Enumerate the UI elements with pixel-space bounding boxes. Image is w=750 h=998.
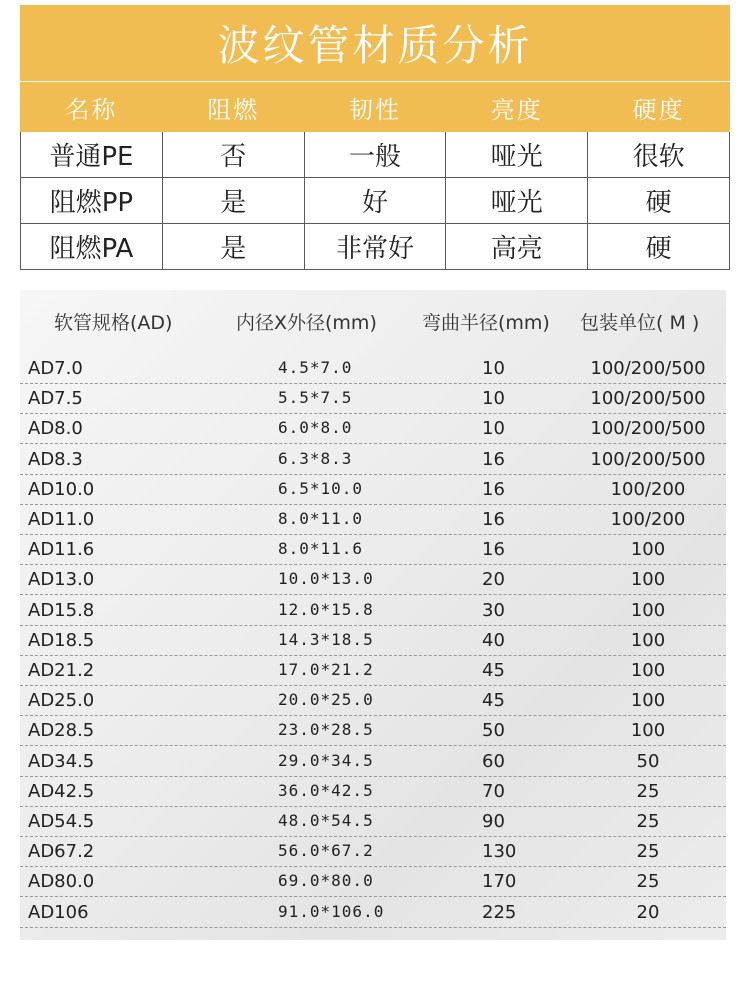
cell-spec: AD8.0 (28, 418, 83, 440)
spec-table (20, 290, 726, 940)
cell-package-unit: 100 (630, 599, 666, 621)
spec-row (20, 444, 726, 475)
cell-spec: AD54.5 (28, 811, 95, 832)
spec-row (20, 866, 726, 897)
spec-row (20, 595, 726, 626)
cell-diameter: 10.0*13.0 (278, 569, 374, 589)
spec-row (20, 836, 726, 867)
spec-row (20, 685, 726, 716)
cell-package-unit: 100 (630, 629, 666, 651)
cell-bend-radius: 170 (482, 871, 517, 893)
cell-spec: AD67.2 (28, 841, 95, 863)
spec-row (20, 776, 726, 807)
spec-row (20, 897, 726, 928)
material-row (21, 178, 730, 224)
cell-bend-radius: 16 (482, 539, 505, 561)
cell-spec: AD80.0 (28, 871, 95, 893)
cell-bend-radius: 45 (482, 690, 505, 712)
header-spec: 软管规格(AD) (54, 312, 173, 334)
cell-package-unit: 20 (636, 901, 660, 923)
spec-row (20, 715, 726, 746)
material-row (21, 224, 730, 270)
material-header-row (21, 83, 730, 132)
header-bend-radius: 弯曲半径(mm) (422, 312, 550, 334)
spec-row (20, 534, 726, 565)
cell-bend-radius: 70 (482, 780, 505, 802)
spec-row (20, 625, 726, 656)
cell-diameter: 6.0*8.0 (278, 418, 353, 438)
header-hardness: 硬度 (588, 83, 730, 132)
cell-flame-retardant: 是 (162, 178, 304, 224)
cell-spec: AD10.0 (28, 478, 95, 500)
cell-package-unit: 100 (630, 720, 666, 742)
cell-flame-retardant: 否 (162, 132, 304, 178)
cell-brightness: 哑光 (446, 132, 588, 178)
cell-diameter: 14.3*18.5 (278, 629, 374, 649)
cell-toughness: 非常好 (304, 224, 446, 270)
cell-bend-radius: 16 (482, 448, 505, 470)
cell-bend-radius: 225 (482, 901, 517, 923)
cell-spec: AD7.5 (28, 388, 83, 410)
cell-name: 普通PE (21, 132, 163, 178)
cell-diameter: 17.0*21.2 (278, 660, 374, 679)
cell-diameter: 29.0*34.5 (278, 750, 374, 770)
spec-row (20, 413, 726, 444)
cell-bend-radius: 20 (482, 569, 505, 591)
cell-package-unit: 100/200 (610, 509, 686, 530)
cell-name: 阻燃PA (21, 224, 163, 270)
cell-toughness: 一般 (304, 132, 446, 178)
spec-header-row (20, 290, 726, 350)
spec-row (20, 383, 726, 414)
spec-row (20, 655, 726, 686)
cell-bend-radius: 16 (482, 509, 505, 530)
cell-diameter: 48.0*54.5 (278, 811, 374, 830)
cell-spec: AD11.0 (28, 509, 95, 530)
cell-package-unit: 100/200/500 (590, 358, 706, 379)
cell-hardness: 硬 (588, 224, 730, 270)
cell-package-unit: 25 (636, 780, 660, 802)
cell-diameter: 12.0*15.8 (278, 599, 374, 619)
cell-diameter: 8.0*11.0 (278, 509, 364, 528)
cell-bend-radius: 40 (482, 629, 505, 651)
cell-spec: AD42.5 (28, 780, 95, 802)
cell-bend-radius: 130 (482, 841, 517, 863)
cell-diameter: 6.3*8.3 (278, 448, 353, 468)
cell-spec: AD15.8 (28, 599, 95, 621)
spec-row (20, 746, 726, 777)
header-toughness: 韧性 (304, 83, 446, 132)
cell-diameter: 36.0*42.5 (278, 780, 374, 800)
cell-bend-radius: 90 (482, 811, 505, 832)
cell-diameter: 20.0*25.0 (278, 690, 374, 710)
cell-bend-radius: 30 (482, 599, 505, 621)
cell-diameter: 6.5*10.0 (278, 478, 364, 498)
header-brightness: 亮度 (446, 83, 588, 132)
cell-spec: AD28.5 (28, 720, 95, 742)
cell-spec: AD34.5 (28, 750, 95, 772)
page-title: 波纹管材质分析 (20, 5, 730, 81)
cell-package-unit: 100 (630, 690, 666, 712)
cell-package-unit: 100 (630, 660, 666, 681)
cell-flame-retardant: 是 (162, 224, 304, 270)
header-flame-retardant: 阻燃 (162, 83, 304, 132)
header-package-unit: 包装单位( M ) (580, 312, 700, 334)
cell-package-unit: 100 (630, 569, 666, 591)
spec-row (20, 474, 726, 505)
cell-bend-radius: 45 (482, 660, 505, 681)
spec-row (20, 353, 726, 384)
cell-package-unit: 100 (630, 539, 666, 561)
cell-toughness: 好 (304, 178, 446, 224)
cell-spec: AD13.0 (28, 569, 95, 591)
cell-spec: AD25.0 (28, 690, 95, 712)
cell-package-unit: 25 (636, 871, 660, 893)
cell-spec: AD11.6 (28, 539, 95, 561)
cell-diameter: 69.0*80.0 (278, 871, 374, 891)
cell-name: 阻燃PP (21, 178, 163, 224)
cell-spec: AD8.3 (28, 448, 83, 470)
cell-diameter: 4.5*7.0 (278, 358, 353, 377)
cell-package-unit: 100/200 (610, 478, 686, 500)
spec-row (20, 564, 726, 595)
material-row (21, 132, 730, 178)
cell-diameter: 5.5*7.5 (278, 388, 353, 408)
cell-package-unit: 25 (636, 811, 660, 832)
material-comparison-table (20, 82, 730, 270)
cell-package-unit: 100/200/500 (590, 418, 706, 440)
cell-bend-radius: 10 (482, 418, 505, 440)
cell-diameter: 23.0*28.5 (278, 720, 374, 740)
cell-package-unit: 50 (636, 750, 660, 772)
cell-spec: AD106 (28, 901, 89, 923)
cell-bend-radius: 60 (482, 750, 505, 772)
cell-spec: AD7.0 (28, 358, 83, 379)
cell-bend-radius: 16 (482, 478, 505, 500)
cell-brightness: 哑光 (446, 178, 588, 224)
cell-diameter: 91.0*106.0 (278, 901, 385, 921)
cell-hardness: 很软 (588, 132, 730, 178)
header-name: 名称 (21, 83, 163, 132)
cell-package-unit: 100/200/500 (590, 388, 706, 410)
cell-package-unit: 100/200/500 (590, 448, 706, 470)
cell-diameter: 56.0*67.2 (278, 841, 374, 861)
cell-package-unit: 25 (636, 841, 660, 863)
cell-diameter: 8.0*11.6 (278, 539, 364, 559)
cell-bend-radius: 10 (482, 358, 505, 379)
cell-bend-radius: 10 (482, 388, 505, 410)
cell-brightness: 高亮 (446, 224, 588, 270)
header-inner-outer-diameter: 内径X外径(mm) (236, 312, 377, 334)
cell-spec: AD21.2 (28, 660, 95, 681)
spec-row (20, 806, 726, 837)
cell-spec: AD18.5 (28, 629, 95, 651)
spec-row (20, 504, 726, 535)
cell-bend-radius: 50 (482, 720, 505, 742)
cell-hardness: 硬 (588, 178, 730, 224)
